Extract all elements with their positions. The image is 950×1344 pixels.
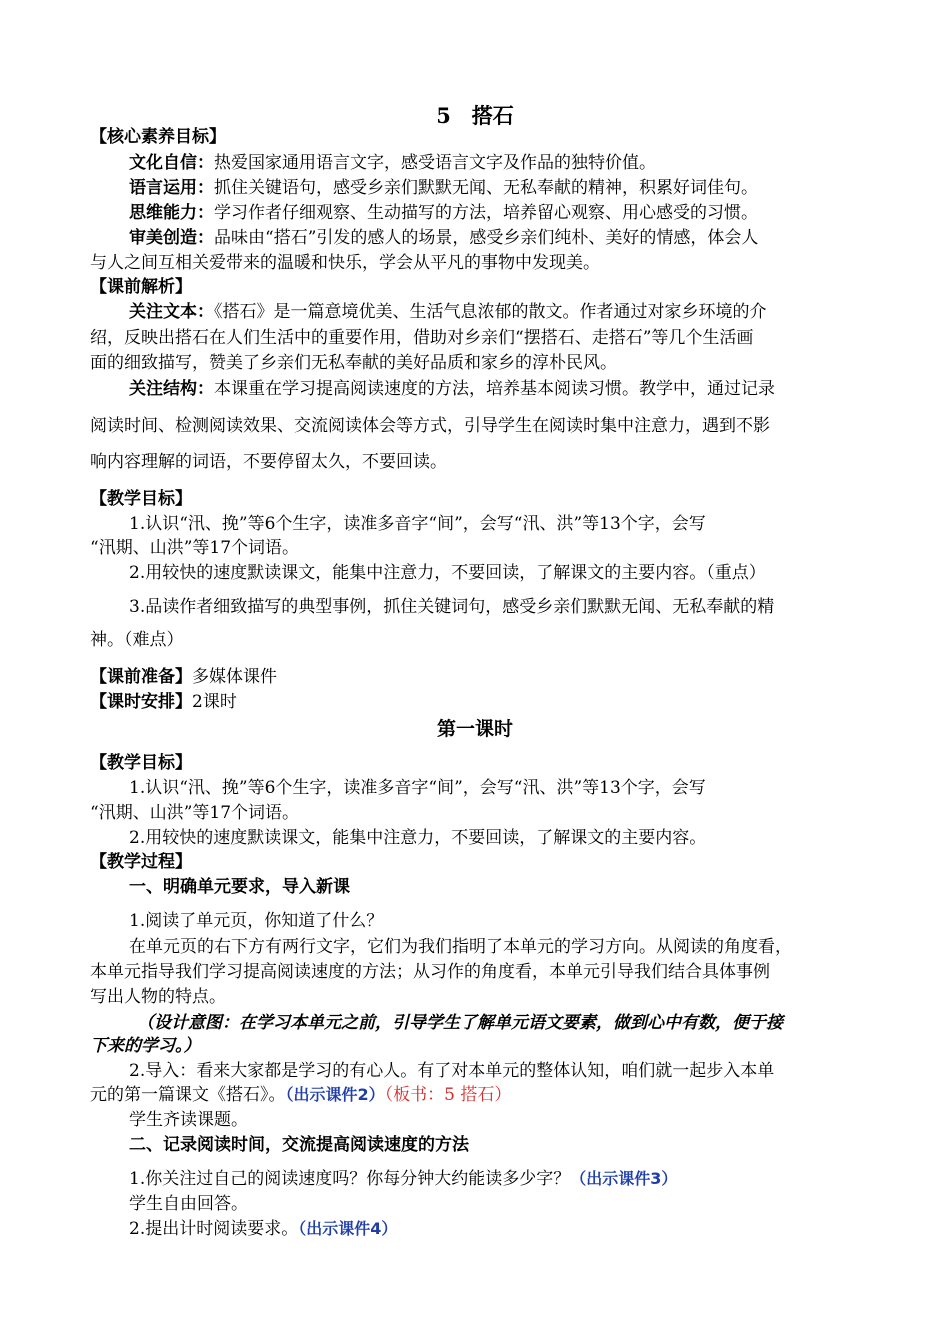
prep-text: 多媒体课件 [192,667,277,687]
question-1: 1.阅读了单元页，你知道了什么？ [129,911,384,931]
courseware-2-note: （出示课件2） [285,1085,385,1104]
analysis-struct-p [129,376,870,402]
analysis-text-label: 关注文本： [129,302,214,322]
courseware-3-note: （出示课件3） [570,1169,678,1188]
goal-1-line2: “汛期、山洪”等17个词语。 [90,538,300,558]
core-goals-heading: 【核心素养目标】 [90,127,226,147]
board-note: （板书：5 搭石） [384,1085,512,1105]
aesthetic-line2: 与人之间互相关爱带来的温暖和快乐，学会从平凡的事物中发现美。 [90,253,600,273]
analysis-text-line2: 绍，反映出搭石在人们生活中的重要作用，借助对乡亲们“摆搭石、走搭石”等几个生活画 [90,328,754,348]
lesson1-goal-1-line2: “汛期、山洪”等17个词语。 [90,803,300,823]
design-intent-line2: 下来的学习。） [90,1036,201,1056]
thinking-label: 思维能力： [129,203,214,223]
analysis-struct-label: 关注结构： [129,379,214,399]
analysis-struct-line3: 响内容理解的词语，不要停留太久，不要回读。 [90,452,447,472]
lesson-1-title: 第一课时 [436,718,513,740]
prep-row [90,664,870,690]
analysis-text-line1: 《搭石》是一篇意境优美、生活气息浓郁的散文。作者通过对家乡环境的介 [214,302,767,322]
goal-3-line2: 神。（难点） [90,630,184,650]
schedule-text: 2课时 [192,692,237,712]
courseware-4-note: （出示课件4） [298,1219,398,1238]
thinking-goal [129,200,870,226]
thinking-text: 学习作者仔细观察、生动描写的方法，培养留心观察、用心感受的习惯。 [214,203,758,223]
language-goal [129,175,870,201]
analysis-struct-line2: 阅读时间、检测阅读效果、交流阅读体会等方式，引导学生在阅读时集中注意力，遇到不影 [90,416,770,436]
analysis-text-p [129,299,870,325]
design-intent-line1: （设计意图：在学习本单元之前，引导学生了解单元语文要素，做到心中有数，便于接 [137,1013,783,1033]
goal-1-line1: 1.认识“汛、挽”等6个生字，读准多音字“间”，会写“汛、洪”等13个字，会写 [129,514,706,534]
analysis-text-line3: 面的细致描写，赞美了乡亲们无私奉献的美好品质和家乡的淳朴民风。 [90,353,617,373]
process-heading: 【教学过程】 [90,852,192,872]
schedule-row [90,689,870,715]
section-1-heading: 一、明确单元要求，导入新课 [129,877,350,897]
intro-line1: 2.导入：看来大家都是学习的有心人。有了对本单元的整体认知，咱们就一起步入本单 [129,1061,775,1081]
para-1-line1: 在单元页的右下方有两行文字，它们为我们指明了本单元的学习方向。从阅读的角度看， [129,937,792,957]
para-1-line2: 本单元指导我们学习提高阅读速度的方法；从习作的角度看，本单元引导我们结合具体事例 [90,962,770,982]
aesthetic-line1: 品味由“搭石”引发的感人的场景，感受乡亲们纯朴、美好的情感，体会人 [214,228,759,248]
goal-3-line1: 3.品读作者细致描写的典型事例，抓住关键词句，感受乡亲们默默无闻、无私奉献的精 [129,597,775,617]
lesson1-goal-2: 2.用较快的速度默读课文，能集中注意力，不要回读，了解课文的主要内容。 [129,828,707,848]
culture-label: 文化自信： [129,153,214,173]
teaching-goals-heading: 【教学目标】 [90,489,192,509]
culture-text: 热爱国家通用语言文字，感受语言文字及作品的独特价值。 [214,153,656,173]
read-title: 学生齐读课题。 [129,1110,248,1130]
aesthetic-goal [129,225,870,251]
goal-2: 2.用较快的速度默读课文，能集中注意力，不要回读，了解课文的主要内容。（重点） [129,563,766,583]
schedule-heading: 【课时安排】 [90,692,192,712]
analysis-heading: 【课前解析】 [90,277,192,297]
language-label: 语言运用： [129,178,214,198]
lesson-title: 5 搭石 [436,103,514,128]
intro-line2 [90,1082,870,1108]
intro-line2-text: 元的第一篇课文《搭石》。 [90,1085,286,1105]
question-2 [129,1166,870,1192]
lesson1-goal-1-line1: 1.认识“汛、挽”等6个生字，读准多音字“间”，会写“汛、洪”等13个字，会写 [129,778,706,798]
student-answer: 学生自由回答。 [129,1194,248,1214]
question-3 [129,1216,870,1242]
aesthetic-label: 审美创造： [129,228,214,248]
prep-heading: 【课前准备】 [90,667,192,687]
question-3-text: 2.提出计时阅读要求。 [129,1219,299,1239]
culture-goal [129,150,870,176]
section-2-heading: 二、记录阅读时间，交流提高阅读速度的方法 [129,1135,469,1155]
question-2-text: 1.你关注过自己的阅读速度吗？你每分钟大约能读多少字？ [129,1169,571,1189]
language-text: 抓住关键语句，感受乡亲们默默无闻、无私奉献的精神，积累好词佳句。 [214,178,758,198]
lesson1-goals-heading: 【教学目标】 [90,753,192,773]
para-1-line3: 写出人物的特点。 [90,987,226,1007]
analysis-struct-line1: 本课重在学习提高阅读速度的方法，培养基本阅读习惯。教学中，通过记录 [214,379,775,399]
